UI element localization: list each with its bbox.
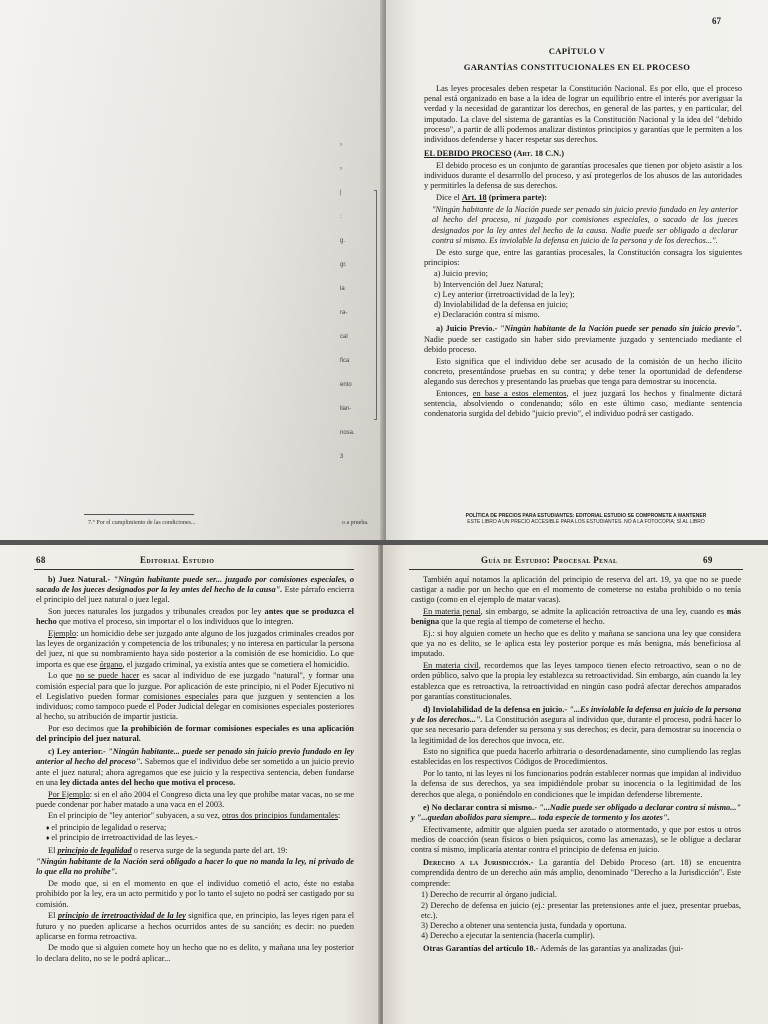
- paragraph: Entonces, en base a estos elementos, el juez juzgará los hechos y finalmente dictará sentencia, absolviendo o condenando; sólo en este último caso, mediante sentencia condenatoria surgida del debido "juicio previo", el individuo podrá ser castigado.: [424, 388, 742, 419]
- page-number: 67: [712, 16, 721, 26]
- list-item: 2) Derecho de defensa en juicio (ej.: presentar las pretensiones ante el juez, presentar pruebas, etc.).: [421, 900, 741, 920]
- subsection-defensa-en-juicio: d) Inviolabilidad de la defensa en juicio.- "...Es inviolable la defensa en juicio de la persona y de los derechos...". La Constitución asegura al individuo que, durante el proceso, podrá hacer lo que sea necesario para defender su persona y sus derechos; es decir, para demostrar su inocencia o la legitimidad de los derechos que invoca, etc.: [411, 704, 742, 745]
- list-item: ♦ el principio de legalidad o reserva;: [46, 823, 354, 833]
- footnote-rule: [84, 514, 194, 515]
- paragraph: De modo que si alguien comete hoy un hecho que no es delito, y mañana una ley posterior lo declara delito, no se le podrá aplicar...: [36, 943, 354, 963]
- paragraph: El debido proceso es un conjunto de garantías procesales que tienen por objeto asistir a los individuos durante el desarrollo del proceso, y así protegerlos de los abusos de las autoridades y permitirles la defensa de sus derechos.: [424, 160, 742, 191]
- margin-mark: fica: [340, 358, 350, 364]
- article-quote: "Ningún habitante de la Nación puede ser penado sin juicio previo fundado en ley anterior al hecho del proceso, ni juzgado por comisiones especiales, o sacado de los jueces designados por la ley antes del hecho de la causa. Nadie puede ser obligado a declarar contra sí mismo. Es inviolable la defensa en juicio de la persona y de los derechos...".: [432, 205, 738, 245]
- page-67-body: [424, 84, 742, 421]
- paragraph: Son jueces naturales los juzgados y tribunales creados por ley antes que se produzca el hecho que motiva el proceso, sin importar el o los individuos que lo integren.: [36, 607, 354, 627]
- paragraph: Esto significa que el individuo debe ser acusado de la comisión de un hecho ilícito concreto, presentándose pruebas en su contra; y debe tener la oportunidad de defenderse alegando sus derechos y presentando las pruebas que tenga para demostrar su inocencia.: [424, 356, 742, 386]
- list-item: a) Juicio previo;: [434, 269, 488, 279]
- paragraph: Ejemplo: un homicidio debe ser juzgado ante alguno de los juzgados criminales creados por las leyes de organización y competencia de los tribunales; y no interesa en particular la persona del juez, ni que su nombramiento haya sido posterior a la comisión de ese homicidio. Lo que importa es que ese órgano, el juzgado criminal, ya existía antes que se cometiera el homicidio.: [36, 629, 354, 669]
- margin-mark: nosa.: [340, 430, 355, 436]
- section-heading: EL DEBIDO PROCESO (Art. 18 C.N.): [424, 149, 564, 159]
- paragraph: Por eso decimos que la prohibición de formar comisiones especiales es una aplicación del principio del juez natural.: [36, 723, 354, 744]
- subsection-derecho-jurisdiccion: Derecho a la Jurisdicción.- La garantía del Debido Proceso (art. 18) se encuentra comprendida dentro de un derecho aún más amplio, denominado "Derecho a la Jurisdicción". Este comprende:: [411, 858, 741, 888]
- page-number: 68: [36, 555, 46, 565]
- article-quote: "Ningún habitante de la Nación será obligado a hacer lo que no manda la ley, ni privado de lo que ella no prohíbe".: [36, 857, 354, 877]
- margin-mark: ›: [340, 166, 342, 172]
- paragraph: En materia penal, sin embargo, se admite la aplicación retroactiva de una ley, cuando es más benigna que la que regía al tiempo de cometerse el hecho.: [411, 607, 741, 627]
- paragraph: De esto surge que, entre las garantías procesales, la Constitución consagra los siguientes principios:: [424, 247, 742, 267]
- page-68-body: [36, 575, 354, 965]
- subsection-juez-natural: b) Juez Natural.- "Ningún habitante puede ser... juzgado por comisiones especiales, o sacado de los jueces designados por la ley antes del hecho de la causa". Este párrafo encierra el principio del juez natural o juez legal.: [36, 575, 355, 605]
- paragraph: El principio de legalidad o reserva surge de la segunda parte del art. 19:: [48, 845, 288, 855]
- margin-mark: ›: [340, 142, 342, 148]
- margin-mark: g.: [340, 238, 346, 244]
- paragraph: En materia civil, recordemos que las leyes tampoco tienen efecto retroactivo, sean o no de orden público, salvo que la propia ley establezca su retroactividad. Sin embargo, aún cuando la ley establezca que es retroactiva, la retroactividad en ningún caso podrá afectar derechos amparados por garantías constitucionales.: [411, 661, 741, 701]
- paragraph: En el principio de "ley anterior" subyacen, a su vez, otros dos principios fundamentales:: [48, 811, 341, 821]
- subsection-juicio-previo: a) Juicio Previo.- "Ningún habitante de la Nación puede ser penado sin juicio previo". Nadie puede ser castigado sin haber sido previamente juzgado y sentenciado mediante el debido proceso.: [424, 324, 742, 354]
- paragraph: Esto no significa que pueda hacerlo arbitraria o desordenadamente, sino cumpliendo las reglas establecidas en los respectivos Códigos de Procedimientos.: [411, 747, 741, 767]
- list-item: d) Inviolabilidad de la defensa en juicio;: [434, 300, 569, 310]
- page-footer: POLÍTICA DE PRECIOS PARA ESTUDIANTES: EDITORIAL ESTUDIO SE COMPROMETE A MANTENER ESTE LIBRO A UN PRECIO ACCESIBLE PARA LOS ESTUDIANTES. NO A LA FOTOCOPIA; SÍ AL LIBRO: [465, 513, 707, 525]
- paragraph: Lo que no se puede hacer es sacar al individuo de ese juzgado "natural", y formar una comisión especial para que lo juzgue. Por aplicación de este principio, ni el Poder Ejecutivo ni el Legislativo pueden formar comisiones especiales para que juzguen y sentencien a los individuos; como tampoco puede el Poder Judicial delegar en comisiones especiales posteriores al hecho, su atribución de impartir justicia.: [36, 671, 354, 722]
- margin-mark: 3: [340, 454, 344, 460]
- page-67: [386, 0, 768, 540]
- list-item: c) Ley anterior (irretroactividad de la ley);: [434, 289, 575, 299]
- page-69: [383, 545, 768, 1024]
- list-item: 3) Derecho a obtener una sentencia justa, fundada y oportuna.: [421, 921, 627, 930]
- page-69-body: [411, 575, 741, 956]
- margin-marks: [340, 140, 355, 476]
- chapter-title: GARANTÍAS CONSTITUCIONALES EN EL PROCESO: [463, 62, 691, 72]
- principles-list: [434, 269, 742, 320]
- margin-mark: :: [340, 214, 342, 220]
- page-top-left: [0, 0, 386, 540]
- paragraph: De modo que, si en el momento en que el individuo cometió el acto, éste no estaba prohibido por la ley, era un acto permitido y por lo tanto el sujeto no podrá ser castigado por su comisión.: [36, 879, 354, 909]
- paragraph: Ej.: si hoy alguien comete un hecho que es delito y mañana se sanciona una ley que considera que ya no es delito, se le aplica esta ley posterior porque es más benigna, más beneficiosa al imputado.: [411, 629, 741, 659]
- intro-paragraph: Las leyes procesales deben respetar la Constitución Nacional. Es por ello, que el proceso penal está organizado en base a la idea de lograr un equilibrio entre el interés por averiguar la verdad y la necesidad de garantizar los derechos, en general de las partes, y en particular, del imputado. La clave del sistema de garantías es la Constitución Nacional y la idea del "debido proceso", a partir de allí podemos analizar distintos principios y garantías que le permiten a los individuos defenderse y hacer respetar sus derechos.: [424, 84, 742, 145]
- margin-mark: ra-: [340, 310, 348, 316]
- margin-mark: la: [340, 286, 345, 292]
- margin-mark: llan-: [340, 406, 352, 412]
- running-head: Guía de Estudio: Procesal Penal: [481, 555, 618, 565]
- principles-list: [46, 823, 354, 843]
- paragraph: Por Ejemplo: si en el año 2004 el Congreso dicta una ley que prohíbe matar vacas, no se me puede condenar por haber matado a una vaca en el 2003.: [36, 789, 355, 809]
- subsection-ley-anterior: c) Ley anterior.- "Ningún habitante... puede ser penado sin juicio previo fundado en ley anterior al hecho del proceso". Sabemos que el individuo debe ser sometido a un juicio previo ante el juez natural; ahora agregamos que ese juicio y la respectiva sentencia, deben fundarse en una ley dictada antes del hecho que motiva el proceso.: [36, 747, 354, 787]
- page-number: 69: [703, 555, 713, 565]
- list-item: ♦ el principio de irretroactividad de las leyes.-: [46, 833, 354, 843]
- margin-mark: cal: [340, 334, 348, 340]
- paragraph: También aquí notamos la aplicación del principio de reserva del art. 19, ya que no se puede castigar a nadie por un hecho que en el momento de cometerse no estaba prohibido o no tenía castigo (como en el ejemplo de matar vacas).: [411, 575, 741, 605]
- chapter-number: CAPÍTULO V: [548, 46, 606, 56]
- subsection-declarar-contra-si: e) No declarar contra sí mismo.- "...Nadie puede ser obligado a declarar contra sí mismo..." y "...quedan abolidos para siempre... toda especie de tormento y los azotes".: [411, 802, 741, 822]
- subsection-otras-garantias: Otras Garantías del artículo 18.- Además de las garantías ya analizadas (jui-: [423, 944, 684, 954]
- list-item: b) Intervención del Juez Natural;: [434, 279, 544, 289]
- header-rule: [34, 569, 354, 570]
- list-item: e) Declaración contra sí mismo.: [434, 310, 540, 320]
- paragraph: Efectivamente, admitir que alguien pueda ser azotado o atormentado, y que por estos u otros medios de coacción (sean físicos o bien psíquicos, como las amenazas), se le obligue a declarar contra sí mismo, implicaría atentar contra el principio de defensa en juicio.: [411, 824, 741, 855]
- margin-mark: |: [340, 190, 342, 196]
- list-item: 1) Derecho de recurrir al órgano judicial.: [421, 890, 557, 900]
- footnote-right: o a prueba.: [342, 520, 369, 526]
- margin-bracket: [374, 190, 377, 420]
- paragraph: Por lo tanto, ni las leyes ni los funcionarios podrán establecer normas que impidan al individuo la defensa de sus derechos, ya sea impidiéndole probar su inocencia o la legitimidad de los derechos que alega, o poniéndolo en condiciones que le impidan defenderse libremente.: [411, 769, 741, 799]
- rights-list: [421, 890, 741, 941]
- margin-mark: gr.: [340, 262, 347, 268]
- list-item: 4) Derecho a ejecutar la sentencia (hacerla cumplir).: [421, 931, 595, 941]
- page-68: [0, 545, 380, 1024]
- header-rule: [409, 569, 743, 570]
- article-intro: Dice el Art. 18 (primera parte):: [436, 193, 548, 203]
- footnote-left: 7.° Por el cumplimiento de las condiciones...: [88, 520, 196, 526]
- margin-mark: ento: [340, 382, 352, 388]
- running-head: Editorial Estudio: [140, 555, 215, 565]
- paragraph: El principio de irretroactividad de la ley significa que, en principio, las leyes rigen para el futuro y no pueden aplicarse a hechos ocurridos antes de su sanción; es decir: no pueden aplicarse en forma retroactiva.: [36, 911, 354, 941]
